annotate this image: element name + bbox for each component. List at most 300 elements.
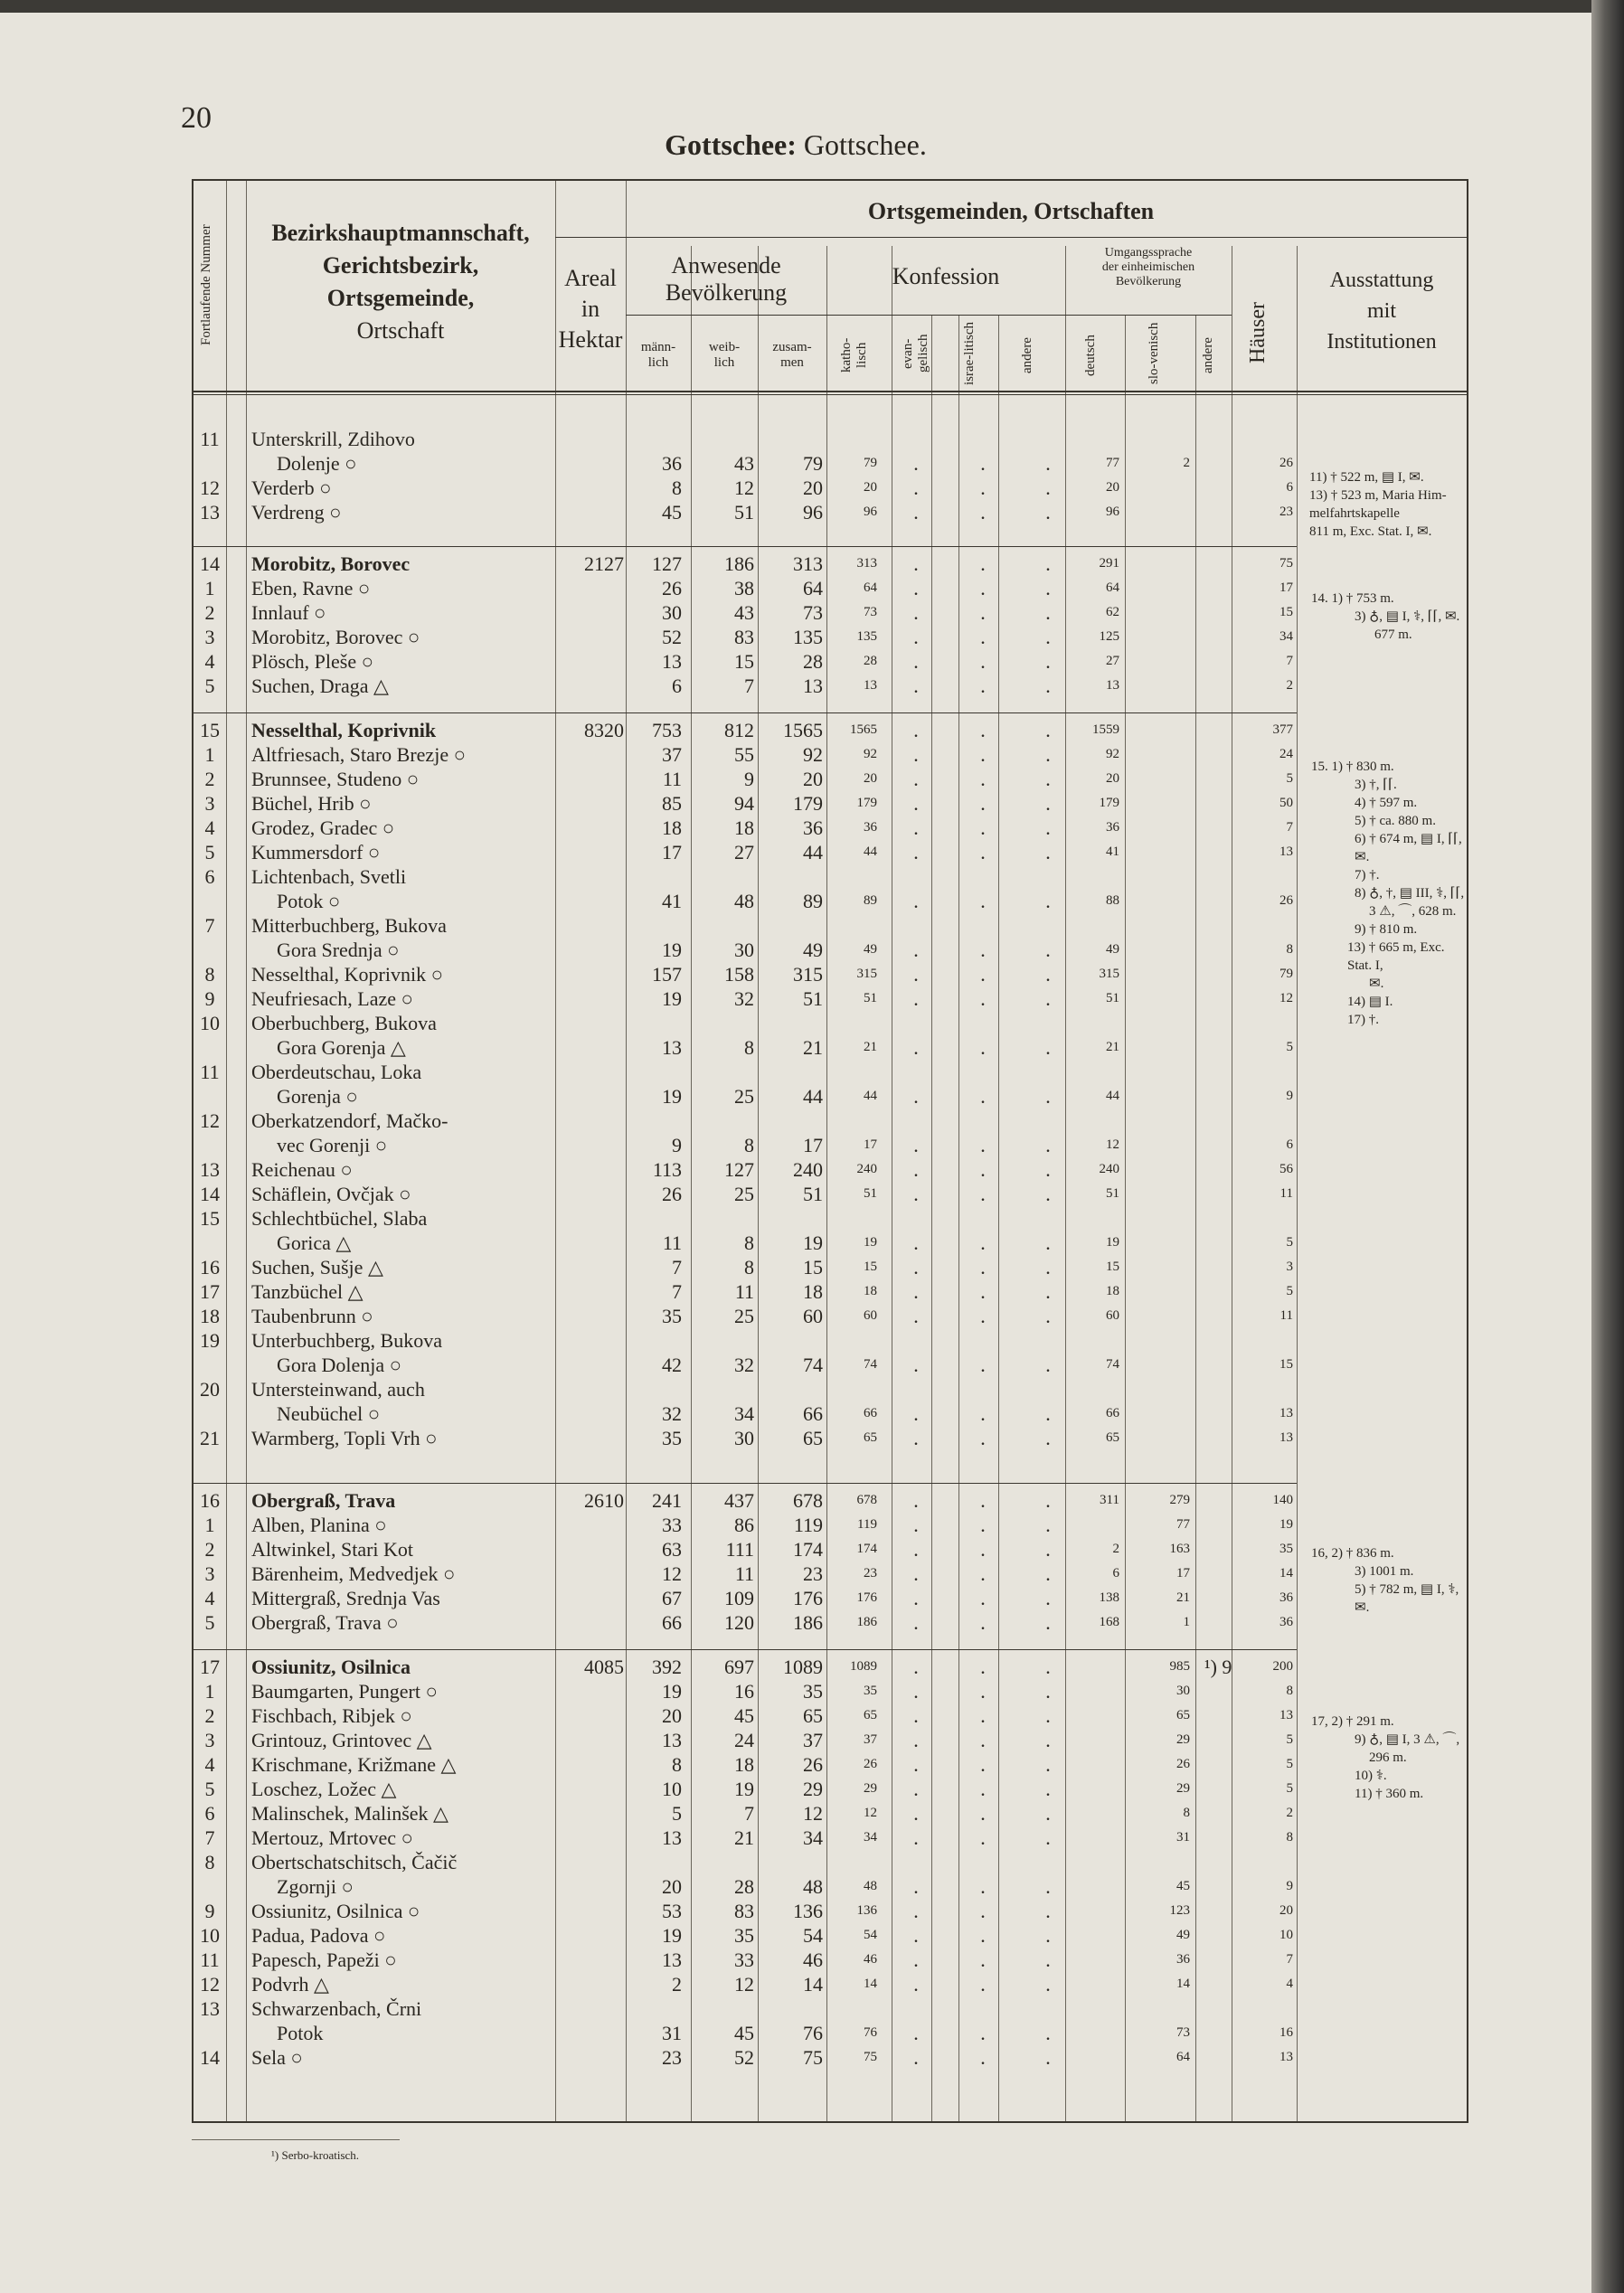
empty-cell-dot: . — [913, 1231, 919, 1254]
maennlich-value: 7 — [672, 1256, 682, 1279]
empty-cell-dot: . — [1045, 743, 1051, 766]
maennlich-value: 20 — [662, 1875, 682, 1898]
col-ausst-header-3: Institutionen — [1327, 330, 1437, 354]
row-number: 5 — [204, 1611, 215, 1634]
table-row — [194, 1972, 1467, 1996]
empty-cell-dot: . — [980, 626, 986, 648]
row-number: 13 — [200, 1997, 220, 2020]
place-name: Fischbach, Ribjek ○ — [251, 1704, 412, 1727]
zusammen-value: 18 — [803, 1280, 823, 1303]
zusammen-value: 92 — [803, 743, 823, 766]
haeuser-value: 14 — [1279, 1566, 1293, 1581]
empty-cell-dot: . — [1045, 816, 1051, 839]
table-row — [194, 576, 1467, 600]
maennlich-value: 19 — [662, 1085, 682, 1108]
row-number: 7 — [204, 914, 215, 937]
empty-cell-dot: . — [980, 601, 986, 624]
table-row — [194, 1923, 1467, 1948]
table-row — [194, 1060, 1467, 1109]
place-name-continued: Gorenja ○ — [277, 1085, 358, 1108]
empty-cell-dot: . — [1045, 501, 1051, 524]
row-number: 9 — [204, 987, 215, 1010]
haeuser-value: 13 — [1279, 845, 1293, 859]
col-areal-header-2: in — [581, 296, 600, 322]
row-number: 10 — [200, 1924, 220, 1947]
empty-cell-dot: . — [913, 1753, 919, 1776]
empty-cell-dot: . — [980, 477, 986, 499]
place-name: Grodez, Gradec ○ — [251, 816, 395, 839]
table-row — [194, 674, 1467, 698]
maennlich-value: 66 — [662, 1611, 682, 1634]
zusammen-value: 12 — [803, 1802, 823, 1825]
empty-cell-dot: . — [913, 1680, 919, 1703]
row-number: 5 — [204, 1778, 215, 1800]
weiblich-value: 697 — [724, 1656, 754, 1678]
haeuser-value: 36 — [1279, 1615, 1293, 1629]
zusammen-value: 119 — [793, 1514, 823, 1536]
maennlich-value: 8 — [672, 1753, 682, 1776]
weiblich-value: 45 — [734, 2022, 754, 2044]
place-name-continued: Neubüchel ○ — [277, 1402, 381, 1425]
col-bev-header-2: Bevölkerung — [665, 279, 788, 306]
weiblich-value: 111 — [725, 1538, 754, 1561]
haeuser-value: 5 — [1286, 1284, 1293, 1298]
zusammen-value: 76 — [803, 2022, 823, 2044]
place-name: Padua, Padova ○ — [251, 1924, 386, 1947]
empty-cell-dot: . — [1045, 1562, 1051, 1585]
zusammen-value: 36 — [803, 816, 823, 839]
empty-cell-dot: . — [1045, 1231, 1051, 1254]
empty-cell-dot: . — [1045, 841, 1051, 863]
weiblich-value: 12 — [734, 477, 754, 499]
table-row — [194, 1655, 1467, 1679]
maennlich-value: 157 — [652, 963, 682, 986]
place-name: Ossiunitz, Osilnica ○ — [251, 1900, 420, 1922]
col-slov-header: slo-venisch — [1147, 322, 1161, 385]
zusammen-value: 65 — [803, 1427, 823, 1449]
row-number: 12 — [200, 1973, 220, 1996]
weiblich-value: 28 — [734, 1875, 754, 1898]
deutsch-value: 74 — [1106, 1357, 1119, 1372]
place-name: Büchel, Hrib ○ — [251, 792, 372, 815]
place-name: Kummersdorf ○ — [251, 841, 381, 863]
weiblich-value: 186 — [724, 552, 754, 575]
zusammen-value: 29 — [803, 1778, 823, 1800]
weiblich-value: 120 — [724, 1611, 754, 1634]
empty-cell-dot: . — [913, 675, 919, 697]
empty-cell-dot: . — [913, 1134, 919, 1156]
katholisch-value: 136 — [856, 1903, 877, 1918]
empty-cell-dot: . — [1045, 1085, 1051, 1108]
row-number: 13 — [200, 1158, 220, 1181]
weiblich-value: 12 — [734, 1973, 754, 1996]
empty-cell-dot: . — [980, 1183, 986, 1205]
empty-cell-dot: . — [913, 1538, 919, 1561]
maennlich-value: 37 — [662, 743, 682, 766]
col-sprache-header: Umgangssprache der einheimischen Bevölkerung — [1101, 246, 1195, 289]
weiblich-value: 55 — [734, 743, 754, 766]
place-name: Obertschatschitsch, Čačič — [251, 1851, 458, 1873]
table-row — [194, 500, 1467, 524]
maennlich-value: 11 — [662, 1231, 682, 1254]
zusammen-value: 14 — [803, 1973, 823, 1996]
table-row — [194, 1948, 1467, 1972]
table-row — [194, 1488, 1467, 1513]
deutsch-value: 179 — [1099, 796, 1119, 810]
empty-cell-dot: . — [913, 501, 919, 524]
haeuser-value: 7 — [1286, 1952, 1293, 1967]
row-number: 2 — [204, 1538, 215, 1561]
deutsch-value: 20 — [1106, 771, 1119, 786]
zusammen-value: 174 — [793, 1538, 823, 1561]
empty-cell-dot: . — [913, 841, 919, 863]
table-row — [194, 600, 1467, 625]
col-top-header: Ortsgemeinden, Ortschaften — [867, 198, 1155, 224]
empty-cell-dot: . — [913, 1587, 919, 1609]
empty-cell-dot: . — [1045, 1680, 1051, 1703]
empty-cell-dot: . — [1045, 1826, 1051, 1849]
empty-cell-dot: . — [913, 1280, 919, 1303]
haeuser-value: 8 — [1286, 1830, 1293, 1845]
weiblich-value: 25 — [734, 1183, 754, 1205]
place-name-continued: Zgornji ○ — [277, 1875, 354, 1898]
weiblich-value: 109 — [724, 1587, 754, 1609]
slovenisch-value: 77 — [1176, 1517, 1190, 1532]
row-number: 14 — [200, 2046, 220, 2069]
empty-cell-dot: . — [913, 601, 919, 624]
place-name: Papesch, Papeži ○ — [251, 1949, 397, 1971]
deutsch-value: 77 — [1106, 456, 1119, 470]
zusammen-value: 315 — [793, 963, 823, 986]
footnote-rule — [192, 2139, 400, 2140]
maennlich-value: 9 — [672, 1134, 682, 1156]
deutsch-value: 88 — [1106, 893, 1119, 908]
place-name: Oberkatzendorf, Mačko- — [251, 1109, 448, 1132]
katholisch-value: 54 — [864, 1928, 877, 1942]
katholisch-value: 1565 — [850, 722, 877, 737]
maennlich-value: 19 — [662, 987, 682, 1010]
place-name: Sela ○ — [251, 2046, 303, 2069]
slovenisch-value: 14 — [1176, 1977, 1190, 1991]
place-name-continued: Gora Gorenja △ — [277, 1036, 406, 1059]
place-name: Neufriesach, Laze ○ — [251, 987, 413, 1010]
weiblich-value: 812 — [724, 719, 754, 741]
empty-cell-dot: . — [980, 1134, 986, 1156]
deutsch-value: 13 — [1106, 678, 1119, 693]
zusammen-value: 79 — [803, 452, 823, 475]
table-row — [194, 742, 1467, 767]
place-name-continued: Dolenje ○ — [277, 452, 357, 475]
empty-cell-dot: . — [980, 841, 986, 863]
haeuser-value: 6 — [1286, 480, 1293, 495]
empty-cell-dot: . — [980, 1900, 986, 1922]
empty-cell-dot: . — [913, 2046, 919, 2069]
katholisch-value: 37 — [864, 1732, 877, 1747]
weiblich-value: 7 — [744, 1802, 754, 1825]
weiblich-value: 7 — [744, 675, 754, 697]
empty-cell-dot: . — [1045, 963, 1051, 986]
notes-section-17: 17, 2) † 291 m. 9) ♁, ▤ I, 3 ⚠, ⌒, 296 m. 10) ⚕. 11) † 360 m. — [1311, 1714, 1460, 1801]
table-row — [194, 986, 1467, 1011]
maennlich-value: 19 — [662, 1924, 682, 1947]
katholisch-value: 21 — [864, 1040, 877, 1054]
weiblich-value: 25 — [734, 1085, 754, 1108]
empty-cell-dot: . — [980, 1802, 986, 1825]
areal-value: 4085 — [584, 1656, 624, 1678]
empty-cell-dot: . — [1045, 792, 1051, 815]
table-row — [194, 649, 1467, 674]
table-row — [194, 913, 1467, 962]
haeuser-value: 26 — [1279, 456, 1293, 470]
haeuser-value: 9 — [1286, 1089, 1293, 1103]
weiblich-value: 21 — [734, 1826, 754, 1849]
maennlich-value: 32 — [662, 1402, 682, 1425]
maennlich-value: 113 — [652, 1158, 682, 1181]
table-row — [194, 1899, 1467, 1923]
col-andere-header: andere — [1020, 337, 1034, 373]
zusammen-value: 37 — [803, 1729, 823, 1751]
empty-cell-dot: . — [913, 1924, 919, 1947]
col-zusammen-header: zusam- men — [772, 340, 812, 371]
weiblich-value: 30 — [734, 939, 754, 961]
deutsch-value: 19 — [1106, 1235, 1119, 1250]
empty-cell-dot: . — [913, 987, 919, 1010]
row-number: 16 — [200, 1256, 220, 1279]
place-name: Mittergraß, Srednja Vas — [251, 1587, 440, 1609]
empty-cell-dot: . — [1045, 1778, 1051, 1800]
empty-cell-dot: . — [980, 1085, 986, 1108]
haeuser-value: 19 — [1279, 1517, 1293, 1532]
empty-cell-dot: . — [980, 1656, 986, 1678]
weiblich-value: 48 — [734, 890, 754, 912]
weiblich-value: 32 — [734, 987, 754, 1010]
weiblich-value: 34 — [734, 1402, 754, 1425]
maennlich-value: 63 — [662, 1538, 682, 1561]
row-number: 6 — [204, 865, 215, 888]
row-number: 2 — [204, 1704, 215, 1727]
zusammen-value: 20 — [803, 477, 823, 499]
empty-cell-dot: . — [980, 1973, 986, 1996]
katholisch-value: 60 — [864, 1308, 877, 1323]
zusammen-value: 44 — [803, 841, 823, 863]
weiblich-value: 8 — [744, 1036, 754, 1059]
table-row — [194, 1182, 1467, 1206]
place-name: Untersteinwand, auch — [251, 1378, 425, 1401]
deutsch-value: 1559 — [1092, 722, 1119, 737]
deutsch-value: 168 — [1099, 1615, 1119, 1629]
row-number: 14 — [200, 1183, 220, 1205]
katholisch-value: 15 — [864, 1260, 877, 1274]
empty-cell-dot: . — [1045, 1514, 1051, 1536]
slovenisch-value: 45 — [1176, 1879, 1190, 1893]
maennlich-value: 7 — [672, 1280, 682, 1303]
row-number: 19 — [200, 1329, 220, 1352]
empty-cell-dot: . — [980, 816, 986, 839]
maennlich-value: 12 — [662, 1562, 682, 1585]
deutsch-value: 66 — [1106, 1406, 1119, 1420]
katholisch-value: 26 — [864, 1757, 877, 1771]
empty-cell-dot: . — [1045, 1875, 1051, 1898]
row-number: 17 — [200, 1280, 220, 1303]
weiblich-value: 18 — [734, 1753, 754, 1776]
zusammen-value: 73 — [803, 601, 823, 624]
empty-cell-dot: . — [980, 577, 986, 599]
maennlich-value: 41 — [662, 890, 682, 912]
place-name: Unterbuchberg, Bukova — [251, 1329, 442, 1352]
empty-cell-dot: . — [1045, 477, 1051, 499]
haeuser-value: 50 — [1279, 796, 1293, 810]
maennlich-value: 67 — [662, 1587, 682, 1609]
row-number: 3 — [204, 1562, 215, 1585]
katholisch-value: 240 — [856, 1162, 877, 1176]
weiblich-value: 35 — [734, 1924, 754, 1947]
empty-cell-dot: . — [913, 1256, 919, 1279]
table-row — [194, 1304, 1467, 1328]
slovenisch-value: 29 — [1176, 1732, 1190, 1747]
zusammen-value: 51 — [803, 987, 823, 1010]
maennlich-value: 8 — [672, 477, 682, 499]
haeuser-value: 200 — [1272, 1659, 1293, 1674]
zusammen-value: 66 — [803, 1402, 823, 1425]
empty-cell-dot: . — [980, 2022, 986, 2044]
place-name-continued: Potok ○ — [277, 890, 341, 912]
haeuser-value: 6 — [1286, 1137, 1293, 1152]
place-name: Verdreng ○ — [251, 501, 342, 524]
empty-cell-dot: . — [1045, 1354, 1051, 1376]
table-row — [194, 1610, 1467, 1635]
row-number: 20 — [200, 1378, 220, 1401]
empty-cell-dot: . — [1045, 650, 1051, 673]
katholisch-value: 23 — [864, 1566, 877, 1581]
row-number: 4 — [204, 650, 215, 673]
place-name: Warmberg, Topli Vrh ○ — [251, 1427, 438, 1449]
empty-cell-dot: . — [980, 2046, 986, 2069]
slovenisch-value: 1 — [1183, 1615, 1190, 1629]
zusammen-value: 26 — [803, 1753, 823, 1776]
maennlich-value: 127 — [652, 552, 682, 575]
empty-cell-dot: . — [1045, 1656, 1051, 1678]
weiblich-value: 8 — [744, 1134, 754, 1156]
place-name: Bärenheim, Medvedjek ○ — [251, 1562, 456, 1585]
deutsch-value: 65 — [1106, 1430, 1119, 1445]
weiblich-value: 11 — [734, 1280, 754, 1303]
maennlich-value: 5 — [672, 1802, 682, 1825]
place-name: Krischmane, Križmane △ — [251, 1753, 457, 1776]
maennlich-value: 2 — [672, 1973, 682, 1996]
haeuser-value: 8 — [1286, 1684, 1293, 1698]
table-row — [194, 1586, 1467, 1610]
slovenisch-value: 985 — [1169, 1659, 1190, 1674]
haeuser-value: 56 — [1279, 1162, 1293, 1176]
empty-cell-dot: . — [1045, 1924, 1051, 1947]
notes-section-11: 11) † 522 m, ▤ I, ✉. 13) † 523 m, Maria Him- melfahrtskapelle 811 m, Exc. Stat. I, ✉. — [1309, 470, 1447, 539]
empty-cell-dot: . — [913, 650, 919, 673]
empty-cell-dot: . — [980, 1158, 986, 1181]
katholisch-value: 75 — [864, 2050, 877, 2064]
empty-cell-dot: . — [913, 963, 919, 986]
zusammen-value: 313 — [793, 552, 823, 575]
empty-cell-dot: . — [1045, 1729, 1051, 1751]
empty-cell-dot: . — [913, 1875, 919, 1898]
katholisch-value: 51 — [864, 991, 877, 1005]
zusammen-value: 179 — [793, 792, 823, 815]
areal-value: 2127 — [584, 552, 624, 575]
deutsch-value: 311 — [1100, 1493, 1119, 1507]
maennlich-value: 36 — [662, 452, 682, 475]
maennlich-value: 33 — [662, 1514, 682, 1536]
katholisch-value: 20 — [864, 771, 877, 786]
katholisch-value: 1089 — [850, 1659, 877, 1674]
empty-cell-dot: . — [1045, 987, 1051, 1010]
slovenisch-value: 21 — [1176, 1590, 1190, 1605]
notes-section-14: 14. 1) † 753 m. 3) ♁, ▤ I, ⚕, ⌈⌈, ✉. 677 m. — [1311, 591, 1460, 642]
empty-cell-dot: . — [980, 650, 986, 673]
haeuser-value: 13 — [1279, 2050, 1293, 2064]
place-name-continued: Gorica △ — [277, 1231, 352, 1254]
place-name: Schlechtbüchel, Slaba — [251, 1207, 428, 1230]
table-row — [194, 1109, 1467, 1157]
table-row — [194, 864, 1467, 913]
haeuser-value: 12 — [1279, 991, 1293, 1005]
table-row — [194, 1513, 1467, 1537]
weiblich-value: 16 — [734, 1680, 754, 1703]
empty-cell-dot: . — [913, 2022, 919, 2044]
maennlich-value: 45 — [662, 501, 682, 524]
empty-cell-dot: . — [1045, 939, 1051, 961]
place-name: Obergraß, Trava ○ — [251, 1611, 399, 1634]
empty-cell-dot: . — [980, 1611, 986, 1634]
maennlich-value: 35 — [662, 1305, 682, 1327]
slovenisch-value: 2 — [1183, 456, 1190, 470]
slovenisch-value: 279 — [1169, 1493, 1190, 1507]
empty-cell-dot: . — [980, 1256, 986, 1279]
col-evan-header: evan-gelisch — [901, 334, 930, 373]
empty-cell-dot: . — [913, 890, 919, 912]
col-kath-header: katho-lisch — [839, 337, 869, 373]
table-row — [194, 1157, 1467, 1182]
col-andere2-header: andere — [1201, 337, 1215, 373]
areal-value: 8320 — [584, 719, 624, 741]
empty-cell-dot: . — [913, 1611, 919, 1634]
katholisch-value: 176 — [856, 1590, 877, 1605]
haeuser-value: 11 — [1279, 1308, 1293, 1323]
weiblich-value: 25 — [734, 1305, 754, 1327]
haeuser-value: 7 — [1286, 654, 1293, 668]
maennlich-value: 85 — [662, 792, 682, 815]
haeuser-value: 15 — [1279, 605, 1293, 619]
row-number: 4 — [204, 1753, 215, 1776]
haeuser-value: 26 — [1279, 893, 1293, 908]
empty-cell-dot: . — [980, 1562, 986, 1585]
scan-edge-right — [1591, 0, 1624, 2293]
haeuser-value: 35 — [1279, 1542, 1293, 1556]
katholisch-value: 44 — [864, 845, 877, 859]
deutsch-value: 138 — [1099, 1590, 1119, 1605]
col-bezirk-header-1: Bezirkshauptmannschaft, — [271, 220, 530, 246]
empty-cell-dot: . — [913, 1489, 919, 1512]
weiblich-value: 32 — [734, 1354, 754, 1376]
katholisch-value: 76 — [864, 2025, 877, 2040]
row-number: 12 — [200, 1109, 220, 1132]
table-row — [194, 1728, 1467, 1752]
deutsch-value: 44 — [1106, 1089, 1119, 1103]
empty-cell-dot: . — [1045, 1949, 1051, 1971]
empty-cell-dot: . — [913, 1949, 919, 1971]
place-name: Schwarzenbach, Črni — [251, 1997, 422, 2020]
empty-cell-dot: . — [1045, 1280, 1051, 1303]
zusammen-value: 65 — [803, 1704, 823, 1727]
empty-cell-dot: . — [913, 719, 919, 741]
